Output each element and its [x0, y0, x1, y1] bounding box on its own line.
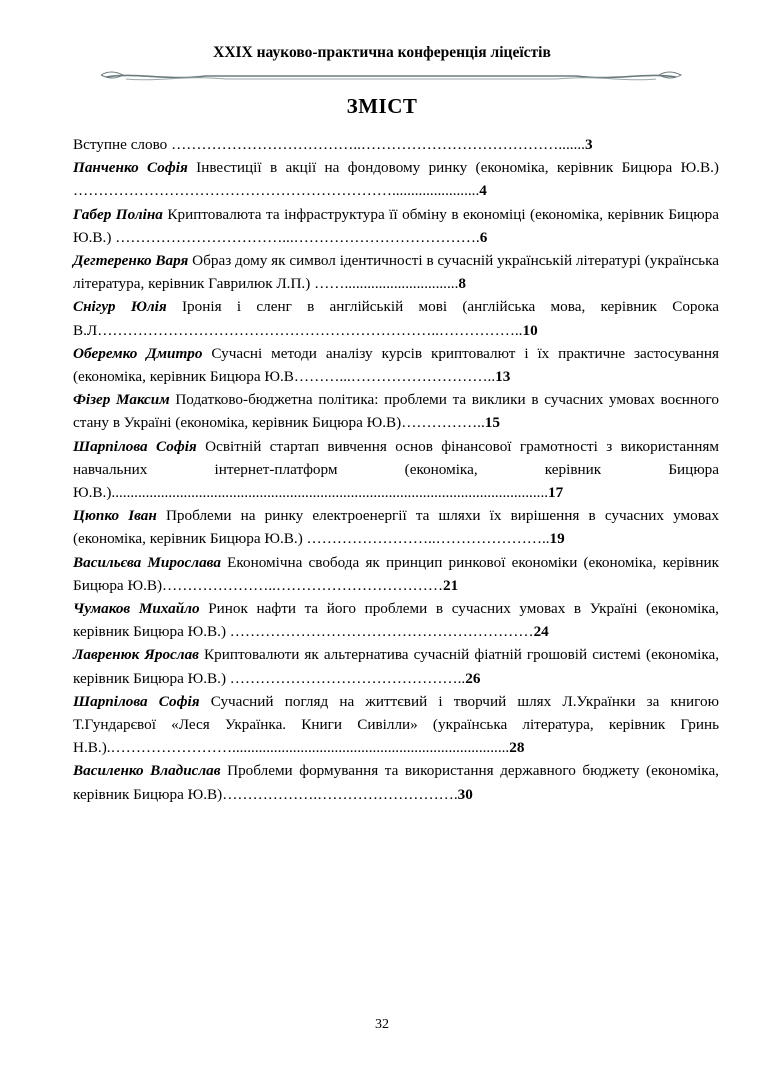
toc-entry-author: Снігур Юлія [73, 298, 167, 316]
toc-entry [73, 435, 719, 505]
toc-entry [73, 133, 719, 156]
toc-entry [73, 342, 719, 388]
toc-entry [73, 690, 719, 760]
toc-entry-author: Васильєва Мирослава [73, 553, 221, 571]
toc-entry-page-number: 30 [457, 785, 473, 803]
toc-entry-title: Криптовалюти як альтернатива сучасній фіатній грошовій системі (економіка, керівник Бицюра Ю.В.) ……………………………………….. [73, 646, 720, 687]
table-of-contents [73, 133, 719, 806]
toc-entry-title: Сучасні методи аналізу курсів криптовалют і їх практичне застосування (економіка, керівник Бицюра Ю.В………...……………………….. [73, 344, 719, 386]
toc-entry-page-number: 3 [584, 136, 593, 153]
conference-header: XXIX науково-практична конференція ліцеїстів [213, 44, 551, 61]
toc-entry-page-number: 4 [479, 182, 487, 200]
decorative-divider [96, 66, 686, 84]
toc-entry-page-number: 10 [522, 321, 538, 339]
toc-entry-author: Габер Поліна [73, 205, 163, 223]
page-number: 32 [375, 1017, 389, 1032]
toc-entry-page-number: 19 [549, 530, 565, 548]
toc-entry-title: Образ дому як символ ідентичності в сучасній українській літературі (українська література, керівник Гаврилюк Л.П.) …….............................. [73, 252, 719, 293]
toc-entry-page-number: 24 [533, 623, 549, 641]
toc-entry [73, 759, 719, 805]
toc-entry [73, 388, 719, 434]
toc-entry [73, 203, 719, 249]
toc-entry-page-number: 13 [495, 368, 511, 386]
toc-entry [73, 156, 719, 202]
toc-entry-author: Оберемко Дмитро [73, 344, 203, 362]
toc-entry [73, 295, 719, 341]
toc-entry [73, 249, 719, 295]
toc-entry-author: Шарпілова Софія [73, 692, 200, 710]
toc-entry-author: Дегтеренко Варя [73, 252, 189, 270]
toc-entry-author: Цюпко Іван [73, 507, 157, 525]
toc-entry-author: Чумаков Михайло [73, 600, 200, 618]
toc-entry-title: Освітній стартап вивчення основ фінансової грамотності з використанням навчальних інтернет-платформ (економіка, керівник Бицюра Ю.В.)................................................................................................................... [73, 437, 719, 502]
toc-entry-title: Ринок нафти та його проблеми в сучасних умовах в Україні (економіка, керівник Бицюра Ю.В.) …………………………………………………… [73, 600, 719, 641]
toc-entry-title: Інвестиції в акції на фондовому ринку (економіка, керівник Бицюра Ю.В.) ………………………………………………………....................... [73, 159, 719, 200]
toc-entry-page-number: 26 [465, 669, 481, 687]
toc-entry-page-number: 8 [458, 275, 466, 293]
toc-entry-title: Вступне слово ………………………………..…………………………………....... [73, 136, 585, 153]
toc-entry-title: Проблеми формування та використання державного бюджету (економіка, керівник Бицюра Ю.В)……………….………………………. [73, 762, 719, 803]
toc-entry-title: Проблеми на ринку електроенергії та шляхи їх вирішення в сучасних умовах (економіка, керівник Бицюра Ю.В.) ……………………..………………….. [73, 507, 720, 548]
toc-entry-author: Фізер Максим [73, 391, 170, 409]
toc-entry-page-number: 6 [479, 228, 488, 246]
toc-entry [73, 504, 719, 550]
toc-entry-author: Шарпілова Софія [73, 437, 197, 455]
toc-entry [73, 643, 719, 689]
toc-entry-page-number: 28 [509, 739, 525, 757]
toc-entry-author: Панченко Софія [73, 159, 188, 177]
toc-entry-page-number: 21 [443, 576, 459, 594]
toc-entry-title: Іронія і сленг в англійській мові (англійська мова, керівник Сорока В.Л…………………………………………………………..…………….. [73, 298, 719, 339]
toc-entry-author: Лавренюк Ярослав [73, 646, 199, 664]
toc-entry-page-number: 15 [484, 414, 500, 432]
toc-entry-title: Криптовалюта та інфраструктура її обміну в економіці (економіка, керівник Бицюра Ю.В.) ……………………………...………………………………. [73, 205, 719, 246]
toc-entry [73, 597, 719, 643]
toc-entry-title: Податково-бюджетна політика: проблеми та виклики в сучасних умовах воєнного стану в Україні (економіка, керівник Бицюра Ю.В)…………….. [73, 391, 720, 432]
toc-entry-author: Василенко Владислав [73, 762, 221, 780]
toc-entry-page-number: 17 [548, 484, 564, 502]
toc-entry-title: Сучасний погляд на життєвий і творчий шлях Л.Українки за книгою Т.Гундарєвої «Леся Українка. Книги Сивілли» (українська література, керівник Гринь Н.В.).……………………......................................................................... [73, 692, 719, 757]
toc-entry-title: Економічна свобода як принцип ринкової економіки (економіка, керівник Бицюра Ю.В)…………………..…………………………… [73, 553, 719, 594]
toc-entry [73, 551, 719, 597]
table-of-contents-title: ЗМІСТ [346, 94, 418, 118]
